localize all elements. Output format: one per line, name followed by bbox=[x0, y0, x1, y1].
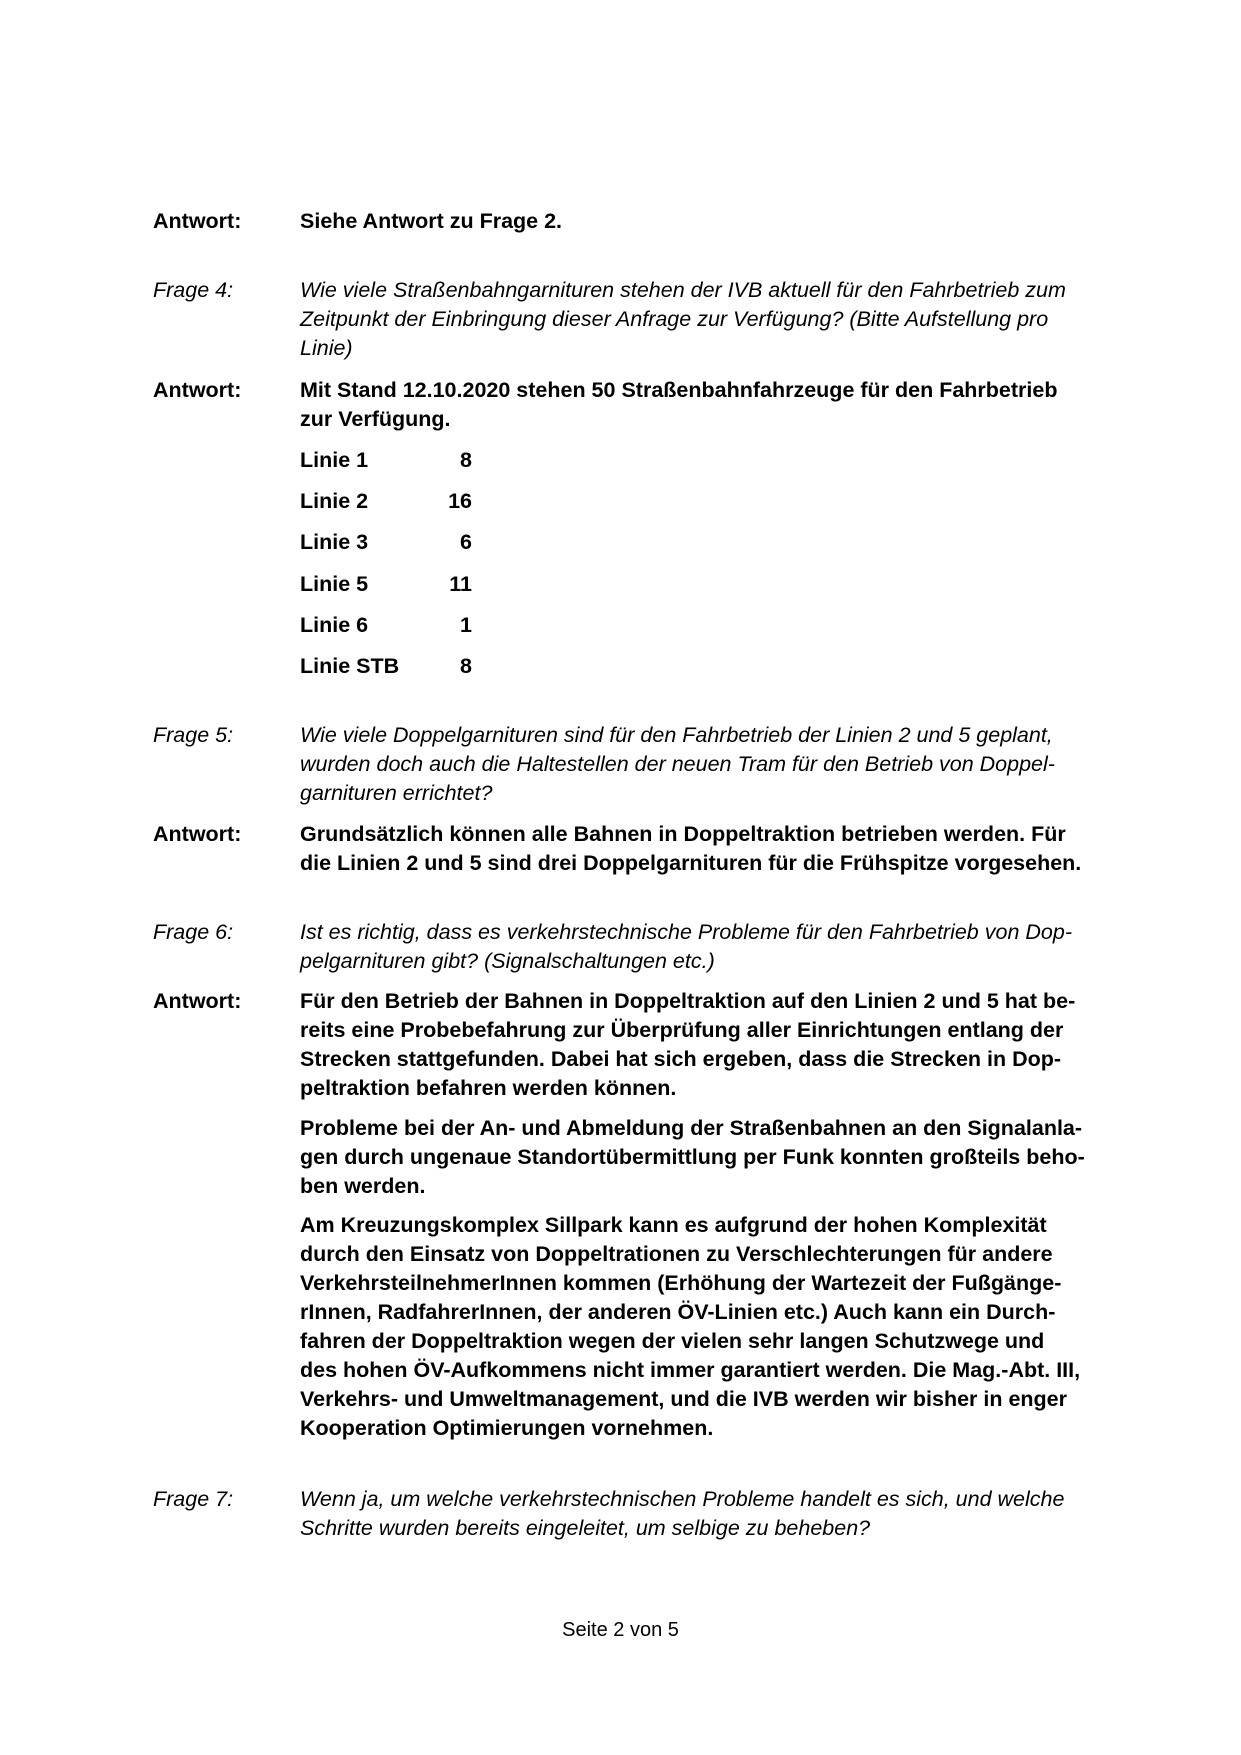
answer-6-line: peltraktion befahren werden können. bbox=[300, 1076, 677, 1100]
answer-6-line: VerkehrsteilnehmerInnen kommen (Erhöhung der Wartezeit der Fußgänge- bbox=[300, 1271, 1062, 1295]
linie-name: Linie 5 bbox=[300, 572, 369, 596]
linie-count: 6 bbox=[460, 530, 472, 554]
answer-6-paragraph-1 bbox=[300, 987, 1130, 1103]
question-4-line: Linie) bbox=[300, 336, 353, 360]
question-4-line: Wie viele Straßenbahngarnituren stehen der IVB aktuell für den Fahrbetrieb zum bbox=[300, 278, 1066, 302]
answer-6-line: des hohen ÖV-Aufkommens nicht immer garantiert werden. Die Mag.-Abt. III, bbox=[300, 1358, 1081, 1382]
question-7-label: Frage 7: bbox=[153, 1487, 234, 1511]
answer-6-paragraph-3 bbox=[300, 1211, 1130, 1443]
question-5-line: Wie viele Doppelgarnituren sind für den Fahrbetrieb der Linien 2 und 5 geplant, bbox=[300, 723, 1053, 747]
answer-6-line: Für den Betrieb der Bahnen in Doppeltraktion auf den Linien 2 und 5 hat be- bbox=[300, 989, 1076, 1013]
linie-count: 1 bbox=[460, 613, 472, 637]
answer-4-line: Mit Stand 12.10.2020 stehen 50 Straßenbahnfahrzeuge für den Fahrbetrieb bbox=[300, 378, 1058, 402]
answer-5-label: Antwort: bbox=[153, 822, 242, 846]
linie-count: 8 bbox=[460, 654, 472, 678]
linie-name: Linie 2 bbox=[300, 489, 369, 513]
answer-3-text: Siehe Antwort zu Frage 2. bbox=[300, 209, 563, 233]
question-6-line: pelgarnituren gibt? (Signalschaltungen etc.) bbox=[300, 949, 715, 973]
answer-5-line: die Linien 2 und 5 sind drei Doppelgarnituren für die Frühspitze vorgesehen. bbox=[300, 851, 1082, 875]
question-7-text bbox=[300, 1485, 1130, 1543]
answer-6-line: rInnen, RadfahrerInnen, der anderen ÖV-Linien etc.) Auch kann ein Durch- bbox=[300, 1300, 1056, 1324]
answer-4-text bbox=[300, 376, 1130, 434]
question-4-text bbox=[300, 276, 1130, 363]
answer-6-line: Kooperation Optimierungen vornehmen. bbox=[300, 1416, 714, 1440]
answer-6-line: Strecken stattgefunden. Dabei hat sich ergeben, dass die Strecken in Dop- bbox=[300, 1047, 1062, 1071]
linie-name: Linie 3 bbox=[300, 530, 369, 554]
question-7-line: Schritte wurden bereits eingeleitet, um selbige zu beheben? bbox=[300, 1516, 871, 1540]
answer-6-line: Verkehrs- und Umweltmanagement, und die IVB werden wir bisher in enger bbox=[300, 1387, 1068, 1411]
question-5-label: Frage 5: bbox=[153, 723, 234, 747]
answer-5-text bbox=[300, 820, 1130, 878]
answer-6-line: fahren der Doppeltraktion wegen der vielen sehr langen Schutzwege und bbox=[300, 1329, 1045, 1353]
question-5-line: wurden doch auch die Haltestellen der neuen Tram für den Betrieb von Doppel- bbox=[300, 752, 1055, 776]
question-6-label: Frage 6: bbox=[153, 920, 234, 944]
question-4-line: Zeitpunkt der Einbringung dieser Anfrage zur Verfügung? (Bitte Aufstellung pro bbox=[300, 307, 1049, 331]
answer-6-label: Antwort: bbox=[153, 989, 242, 1013]
answer-6-line: ben werden. bbox=[300, 1174, 426, 1198]
question-6-text bbox=[300, 918, 1130, 976]
page-number: Seite 2 von 5 bbox=[562, 1619, 679, 1641]
answer-6-line: durch den Einsatz von Doppeltrationen zu Verschlechterungen für andere bbox=[300, 1242, 1053, 1266]
answer-3-label: Antwort: bbox=[153, 209, 242, 233]
question-5-line: garnituren errichtet? bbox=[300, 781, 493, 805]
answer-6-line: Am Kreuzungskomplex Sillpark kann es aufgrund der hohen Komplexität bbox=[300, 1213, 1047, 1237]
question-4-label: Frage 4: bbox=[153, 278, 234, 302]
linie-count: 16 bbox=[448, 489, 472, 513]
question-5-text bbox=[300, 721, 1130, 808]
linie-name: Linie 6 bbox=[300, 613, 369, 637]
linie-name: Linie 1 bbox=[300, 448, 369, 472]
answer-6-line: Probleme bei der An- und Abmeldung der Straßenbahnen an den Signalanla- bbox=[300, 1116, 1083, 1140]
answer-5-line: Grundsätzlich können alle Bahnen in Doppeltraktion betrieben werden. Für bbox=[300, 822, 1066, 846]
linie-count: 11 bbox=[449, 572, 472, 596]
question-6-line: Ist es richtig, dass es verkehrstechnische Probleme für den Fahrbetrieb von Dop- bbox=[300, 920, 1072, 944]
answer-6-line: reits eine Probebefahrung zur Überprüfung aller Einrichtungen entlang der bbox=[300, 1018, 1064, 1042]
answer-6-line: gen durch ungenaue Standortübermittlung per Funk konnten großteils beho- bbox=[300, 1145, 1085, 1169]
answer-4-label: Antwort: bbox=[153, 378, 242, 402]
question-7-line: Wenn ja, um welche verkehrstechnischen Probleme handelt es sich, und welche bbox=[300, 1487, 1065, 1511]
answer-4-line: zur Verfügung. bbox=[300, 407, 451, 431]
linie-count: 8 bbox=[460, 448, 472, 472]
answer-6-paragraph-2 bbox=[300, 1114, 1130, 1201]
linie-name: Linie STB bbox=[300, 654, 400, 678]
